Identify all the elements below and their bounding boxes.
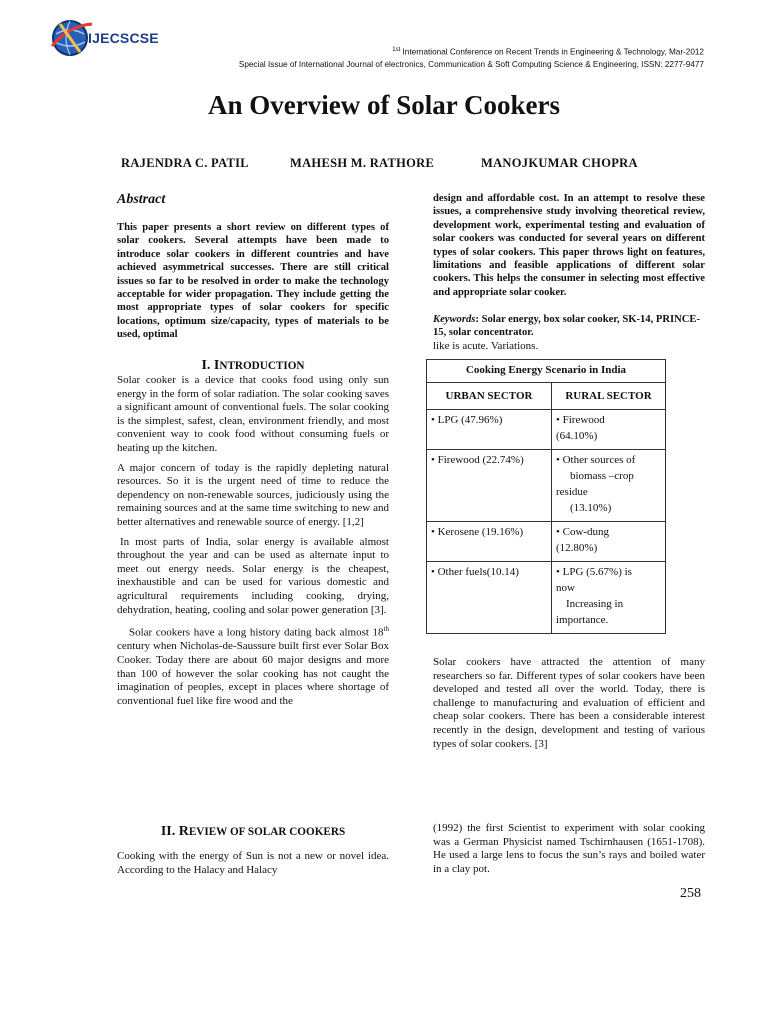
table-cell: • LPG (47.96%) — [427, 410, 552, 450]
right-column-bottom-paragraph: (1992) the first Scientist to experiment with solar cooking was a German Physicist named Tschirnhausen (1651-1708). He used a large lens to focus the sun’s rays and boiled water in a clay pot. — [433, 822, 705, 875]
keywords-text: Solar energy, box solar cooker, SK-14, PRINCE-15, solar concentrator. — [433, 314, 701, 338]
table-row — [427, 522, 666, 562]
keywords: Keywords: Solar energy, box solar cooker, SK-14, PRINCE-15, solar concentrator. — [433, 314, 701, 338]
introduction-body — [117, 374, 389, 714]
table-cell: • Other sources of biomass –crop residue (13.10%) — [552, 450, 666, 522]
table-cell: • Firewood (22.74%) — [427, 450, 552, 522]
table-cell: • Other fuels(10.14) — [427, 562, 552, 634]
table-caption: Cooking Energy Scenario in India — [427, 360, 666, 383]
author-2: MAHESH M. RATHORE — [290, 156, 435, 170]
table-cell: • Kerosene (19.16%) — [427, 522, 552, 562]
journal-logo — [50, 16, 159, 60]
table-cell: • Cow-dung (12.80%) — [552, 522, 666, 562]
table-header-rural: RURAL SECTOR — [552, 383, 666, 410]
conference-line-2: Special Issue of International Journal of electronics, Communication & Soft Computing Science & Engineering, ISSN: 2277-9477 — [238, 59, 704, 69]
paper-title: An Overview of Solar Cookers — [208, 90, 560, 120]
abstract-heading: Abstract — [117, 192, 166, 207]
table-row — [427, 450, 666, 522]
review-body: Cooking with the energy of Sun is not a new or novel idea. According to the Halacy and Halacy — [117, 850, 389, 876]
keywords-label: Keywords — [433, 314, 476, 325]
paragraph: Solar cookers have a long history dating back almost 18th century when Nicholas-de-Saussure built first ever Solar Box Cooker. Today there are about 60 major designs and more than 100 of however the solar cooking has not caught the imagination of peoples, except in places where shortage of conventional fuel like fire wood and the — [117, 625, 389, 707]
paragraph: A major concern of today is the rapidly depleting natural resources. So it is the urgent need of time to reduce the dependency on non-renewable sources, judiciously using the remaining sources and at the same time switching to new and better alternatives and renewable source of energy. [1,2] — [117, 461, 389, 528]
abstract-text-right: design and affordable cost. In an attempt to resolve these issues, a comprehensive study involving theoretical review, development work, experimental testing and evaluation of solar cookers was conducted for several years on different types of solar cookers. This paper throws light on features, limitations and feasible applications of different solar cookers. This helps the consumer in selecting most effective and appropriate solar cooker. — [433, 193, 705, 298]
paragraph: In most parts of India, solar energy is available almost throughout the year and can be used as alternate input to meet out energy needs. Solar energy is the cheapest, inexhaustible and can be used for various domestic and agricultural requirements including cooking, drying, dehydration, heating, cooling and solar power generation [3]. — [117, 535, 389, 616]
table-row — [427, 410, 666, 450]
right-column-paragraph: Solar cookers have attracted the attention of many researchers so far. Different types of solar cookers have been developed and tested all over the world. Today, there is challenge to manufacturing and evaluation of efficient and cheap solar cookers. There has been a considerable interest recently in the design, development and testing of various types of solar cookers. [3] — [433, 656, 705, 750]
table-header-urban: URBAN SECTOR — [427, 383, 552, 410]
author-3: MANOJKUMAR CHOPRA — [481, 156, 638, 170]
section-heading-review: II. REVIEW OF SOLAR COOKERS — [160, 824, 346, 839]
conference-line-1: $^{1st}$ International Conference on Recent Trends in Engineering & Technology, Mar-2012 — [392, 47, 704, 57]
abstract-text-left: This paper presents a short review on different types of solar cookers. Several attempts have been made to introduce solar cookers in different countries and have achieved asymmetrical successes. There are still critical issues so far to be resolved in order to make the technology acceptable for wider propagation. They include getting the most appropriate types of solar cookers for specific locations, optimum size/capacity, types of materials to be used, optimal — [117, 222, 389, 341]
stray-text: like is acute. Variations. — [433, 340, 539, 352]
cooking-energy-table — [426, 359, 666, 634]
logo-text: IJECSCSE — [88, 30, 159, 46]
table-cell: • LPG (5.67%) is now Increasing in importance. — [552, 562, 666, 634]
section-heading-introduction: I. INTRODUCTION — [201, 358, 305, 373]
table-row — [427, 562, 666, 634]
table-cell: • Firewood (64.10%) — [552, 410, 666, 450]
paragraph: Solar cooker is a device that cooks food using only sun energy in the form of solar radiation. The solar cooking saves a significant amount of conventional fuels. The solar cooking is the simplest, safest, clean, environment friendly, and most convenient way to cook food without consuming fuels or heating up the kitchen. — [117, 374, 389, 454]
author-1: RAJENDRA C. PATIL — [121, 156, 249, 170]
page-number: 258 — [680, 886, 701, 901]
conference-info — [239, 44, 704, 71]
